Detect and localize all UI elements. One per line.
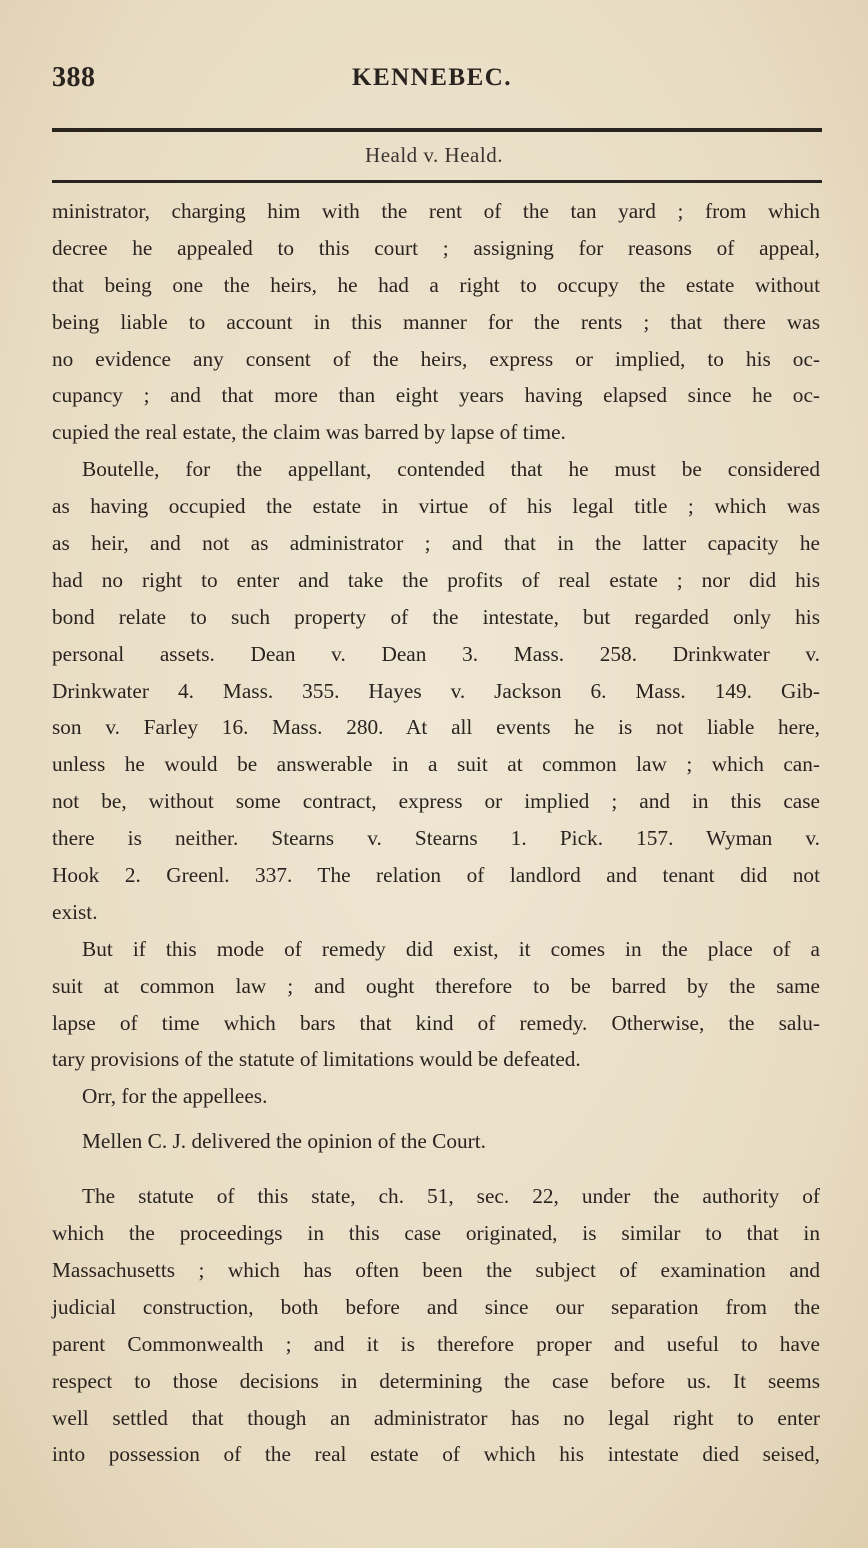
text-line: parent Commonwealth ; and it is therefore proper and useful to have	[52, 1331, 820, 1356]
page-header	[52, 62, 822, 102]
text-line: tary provisions of the statute of limitations would be defeated.	[52, 1047, 581, 1072]
text-line: lapse of time which bars that kind of remedy. Otherwise, the salu-	[52, 1010, 820, 1035]
text-line: ministrator, charging him with the rent of the tan yard ; from which	[52, 199, 820, 223]
text-line: no evidence any consent of the heirs, express or implied, to his oc-	[52, 346, 820, 371]
text-line: bond relate to such property of the intestate, but regarded only his	[52, 604, 820, 629]
body-text	[52, 193, 820, 1473]
page-number: 388	[52, 62, 96, 93]
case-title: Heald v. Heald.	[365, 143, 503, 167]
opinion-heading: Mellen C. J. delivered the opinion of the Court.	[82, 1129, 486, 1154]
text-line: But if this mode of remedy did exist, it comes in the place of a	[82, 936, 820, 961]
header-rule-top	[52, 128, 822, 132]
text-line: into possession of the real estate of which his intestate died seised,	[52, 1442, 820, 1467]
text-line: being liable to account in this manner for the rents ; that there was	[52, 309, 820, 334]
text-line: as having occupied the estate in virtue of his legal title ; which was	[52, 494, 820, 519]
text-line: well settled that though an administrator has no legal right to enter	[52, 1405, 820, 1430]
text-line: unless he would be answerable in a suit at common law ; which can-	[52, 752, 820, 777]
text-line: The statute of this state, ch. 51, sec. 22, under the authority of	[82, 1184, 820, 1209]
header-rule-bottom	[52, 180, 822, 183]
text-line: as heir, and not as administrator ; and that in the latter capacity he	[52, 531, 820, 556]
text-line: Boutelle, for the appellant, contended that he must be considered	[82, 457, 820, 482]
text-line: which the proceedings in this case originated, is similar to that in	[52, 1221, 820, 1246]
text-line: not be, without some contract, express or implied ; and in this case	[52, 789, 820, 814]
text-line: Orr, for the appellees.	[82, 1084, 268, 1109]
text-line: Drinkwater 4. Mass. 355. Hayes v. Jackson 6. Mass. 149. Gib-	[52, 678, 820, 703]
text-line: Massachusetts ; which has often been the subject of examination and	[52, 1257, 820, 1282]
text-line: had no right to enter and take the profits of real estate ; nor did his	[52, 567, 820, 592]
text-line: son v. Farley 16. Mass. 280. At all events he is not liable here,	[52, 715, 820, 740]
text-line: decree he appealed to this court ; assigning for reasons of appeal,	[52, 235, 820, 260]
text-line: Hook 2. Greenl. 337. The relation of landlord and tenant did not	[52, 863, 820, 888]
text-line: respect to those decisions in determining the case before us. It seems	[52, 1368, 820, 1393]
text-line: judicial construction, both before and since our separation from the	[52, 1294, 820, 1319]
text-line: that being one the heirs, he had a right to occupy the estate without	[52, 272, 820, 297]
text-line: cupancy ; and that more than eight years having elapsed since he oc-	[52, 383, 820, 408]
text-line: personal assets. Dean v. Dean 3. Mass. 258. Drinkwater v.	[52, 641, 820, 666]
running-title: KENNEBEC.	[352, 64, 513, 91]
text-line: there is neither. Stearns v. Stearns 1. Pick. 157. Wyman v.	[52, 826, 820, 851]
text-line: exist.	[52, 899, 98, 924]
text-line: cupied the real estate, the claim was barred by lapse of time.	[52, 420, 566, 445]
text-line: suit at common law ; and ought therefore to be barred by the same	[52, 973, 820, 998]
